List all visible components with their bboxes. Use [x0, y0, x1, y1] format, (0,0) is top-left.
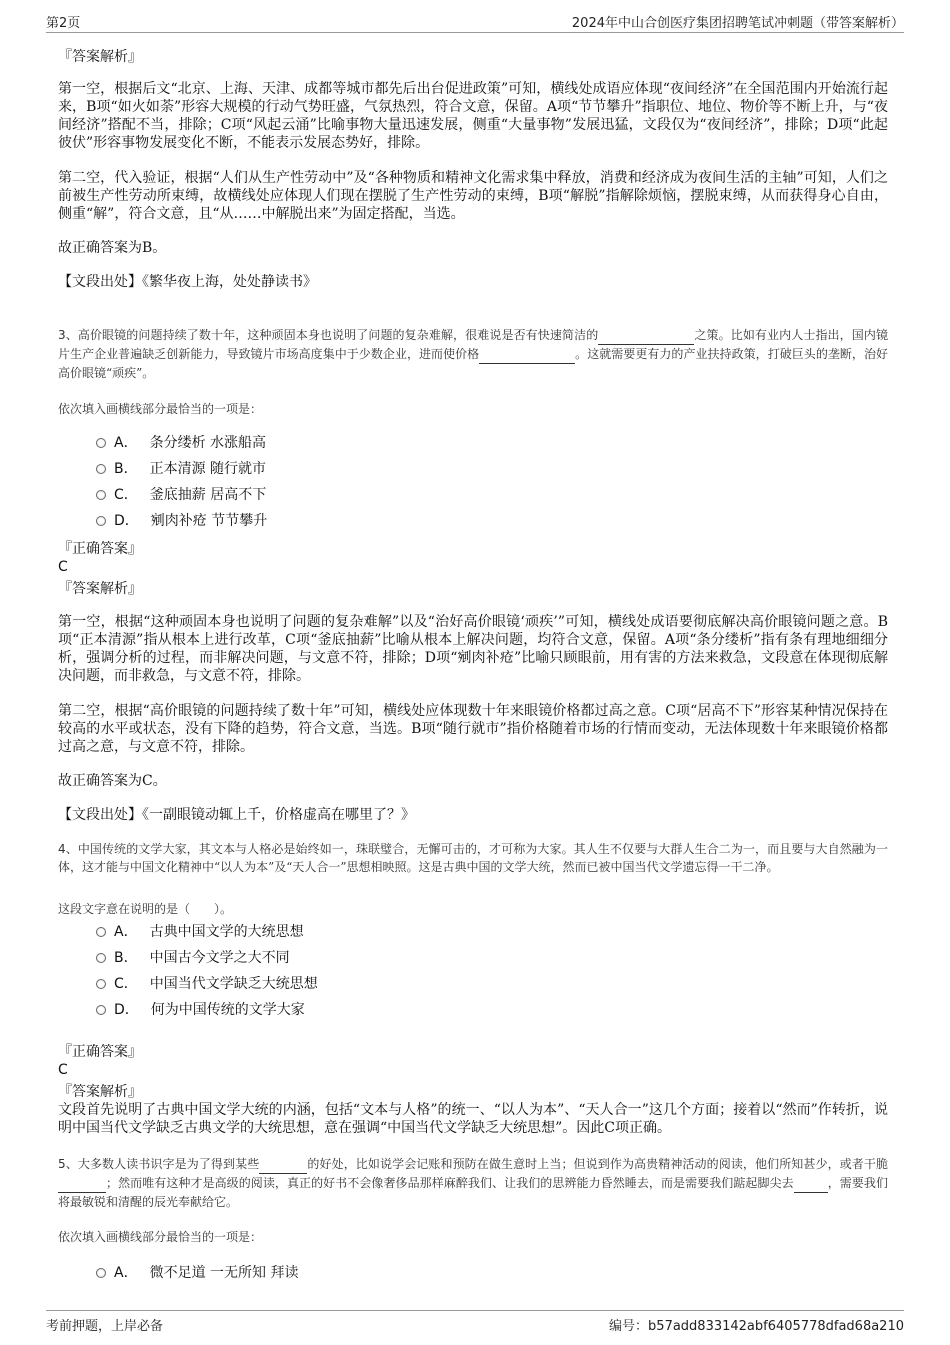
q3-analysis-p1: 第一空，根据“这种顽固本身也说明了问题的复杂难解”以及“治好高价眼镜‘顽疾’”可知，横线处成语要彻底解决高价眼镜问题之意。B项“正本清源”指从根本上进行改革，C项“釜底抽薪”比喻从根本上解决问题，均符合文意，保留。A项“条分缕析”指有条有理地细细分析，强调分析的过程，而非解决问题，与文意不符，排除；D项“剜肉补疮”比喻只顾眼前，用有害的方法来救急，文段意在体现彻底解决问题，而非救急，与文意不符，排除。 [58, 614, 888, 684]
radio-icon[interactable] [96, 464, 106, 474]
footer-slogan: 考前押题，上岸必备 [46, 1319, 164, 1334]
page-number: 第2页 [46, 16, 81, 31]
q5-blank-1 [259, 1155, 307, 1174]
q4-text: 中国传统的文学大家，其文本与人格必是始终如一，珠联璧合，无懈可击的，才可称为大家。其人生不仅要与大群人生合二为一，而且要与大自然融为一体，这才能与中国文化精神中“以人为本”及“天人合一”思想相映照。这是古典中国的文学大统，然而已被中国当代文学遗忘得一干二净。 [58, 842, 888, 874]
q3-number: 3、 [58, 328, 78, 342]
q4-option-a[interactable]: A． 古典中国文学的大统思想 [96, 922, 696, 948]
q3-stem [58, 326, 888, 382]
q4-correct-label: 『正确答案』 [58, 1044, 142, 1060]
q2-analysis-label: 『答案解析』 [58, 49, 142, 65]
q3-options [96, 433, 696, 537]
q4-option-c[interactable]: C． 中国当代文学缺乏大统思想 [96, 974, 696, 1000]
radio-icon[interactable] [96, 979, 106, 989]
q3-text-b: 之策。比如有业内人士指出，国内镜片生产企业普遍缺乏创新能力，导致镜片市场高度集中于少数企业，进而使价格 [58, 328, 888, 361]
q2-conclusion: 故正确答案为B。 [58, 240, 167, 256]
q3-blank-1 [598, 326, 694, 345]
q5-option-a[interactable]: A． 微不足道 一无所知 拜读 [96, 1263, 696, 1289]
q4-option-d[interactable]: D． 何为中国传统的文学大家 [96, 1000, 696, 1026]
q5-prompt: 依次填入画横线部分最恰当的一项是： [58, 1230, 263, 1244]
q3-analysis-label: 『答案解析』 [58, 581, 142, 597]
q2-source: 【文段出处】《繁华夜上海，处处静读书》 [58, 274, 317, 290]
document-title: 2024年中山合创医疗集团招聘笔试冲刺题（带答案解析） [571, 16, 904, 31]
q3-source: 【文段出处】《一副眼镜动辄上千，价格虚高在哪里了？》 [58, 807, 415, 823]
q3-text-a: 高价眼镜的问题持续了数十年，这种顽固本身也说明了问题的复杂难解，很难说是否有快速简洁的 [77, 328, 599, 342]
q2-analysis-p2: 第二空，代入验证，根据“人们从生产性劳动中”及“各种物质和精神文化需求集中释放，消费和经济成为夜间生活的主轴”可知，人们之前被生产性劳动所束缚，故横线处应体现人们现在摆脱了生产性劳动的束缚，B项“解脱”指解除烦恼，摆脱束缚，从而获得身心自由，侧重“解”，符合文意，且“从……中解脱出来”为固定搭配，当选。 [58, 170, 888, 222]
radio-icon[interactable] [96, 927, 106, 937]
page-header [46, 12, 904, 32]
radio-icon[interactable] [96, 1005, 106, 1015]
q3-text-c: 。这就需要更有力的产业扶持政策，打破巨头的垄断，治好高价眼镜“顽疾”。 [58, 347, 888, 380]
q3-option-b[interactable]: B． 正本清源 随行就市 [96, 459, 696, 485]
q3-prompt: 依次填入画横线部分最恰当的一项是： [58, 402, 263, 416]
q4-stem [58, 840, 888, 876]
q5-stem [58, 1155, 888, 1211]
page-footer [46, 1310, 904, 1334]
document-code [609, 1315, 904, 1334]
radio-icon[interactable] [96, 953, 106, 963]
q5-number: 5、 [58, 1157, 78, 1171]
q3-option-c[interactable]: C． 釜底抽薪 居高不下 [96, 485, 696, 511]
q5-options [96, 1263, 696, 1289]
q5-blank-3 [794, 1174, 828, 1193]
q3-analysis-p2: 第二空，根据“高价眼镜的问题持续了数十年”可知，横线处应体现数十年来眼镜价格都过高之意。C项“居高不下”形容某种情况保持在较高的水平或状态，没有下降的趋势，符合文意，当选。B项“随行就市”指价格随着市场的行情而变动，无法体现数十年来眼镜价格都过高之意，与文意不符，排除。 [58, 703, 888, 755]
q4-prompt: 这段文字意在说明的是（ ）。 [58, 902, 233, 916]
q3-blank-2 [479, 345, 575, 364]
radio-icon[interactable] [96, 490, 106, 500]
q3-correct-answer: C [58, 559, 68, 575]
q4-correct-answer: C [58, 1062, 68, 1078]
q3-option-d[interactable]: D． 剜肉补疮 节节攀升 [96, 511, 696, 537]
document-code-value: b57add833142abf6405778dfad68a210 [648, 1319, 904, 1334]
document-code-label: 编号： [609, 1319, 649, 1334]
radio-icon[interactable] [96, 1268, 106, 1278]
q4-number: 4、 [58, 842, 78, 856]
q4-analysis: 文段首先说明了古典中国文学大统的内涵，包括“文本与人格”的统一、“以人为本”、“天人合一”这几个方面；接着以“然而”作转折，说明中国当代文学缺乏古典文学的大统思想，意在强调“中国当代文学缺乏大统思想”。因此C项正确。 [58, 1102, 888, 1136]
q3-correct-label: 『正确答案』 [58, 541, 142, 557]
header-divider [46, 32, 904, 33]
q4-options [96, 922, 696, 1026]
radio-icon[interactable] [96, 516, 106, 526]
q5-text-d: ，需要我们将最敏锐和清醒的辰光奉献给它。 [58, 1176, 888, 1209]
q5-text-c: ；然而唯有这种才是高级的阅读，真正的好书不会像奢侈品那样麻醉我们、让我们的思辨能力昏然睡去，而是需要我们踮起脚尖去 [106, 1176, 794, 1190]
q5-blank-2 [58, 1174, 106, 1193]
q3-option-a[interactable]: A． 条分缕析 水涨船高 [96, 433, 696, 459]
q5-text-b: 的好处，比如说学会记账和预防在做生意时上当；但说到作为高贵精神活动的阅读，他们所知甚少，或者干脆 [307, 1157, 888, 1171]
radio-icon[interactable] [96, 438, 106, 448]
q4-analysis-label: 『答案解析』 [58, 1084, 142, 1100]
q4-option-b[interactable]: B． 中国古今文学之大不同 [96, 948, 696, 974]
q2-analysis-p1: 第一空，根据后文“北京、上海、天津、成都等城市都先后出台促进政策”可知，横线处成语应体现“夜间经济”在全国范围内开始流行起来，B项“如火如荼”形容大规模的行动气势旺盛，气氛热烈，符合文意，保留。A项“节节攀升”指职位、地位、物价等不断上升，与“夜间经济”搭配不当，排除；C项“风起云涌”比喻事物大量迅速发展，侧重“大量事物”发展迅猛，文段仅为“夜间经济”，排除；D项“此起彼伏”形容事物发展变化不断，不能表示发展态势好，排除。 [58, 81, 888, 151]
q3-conclusion: 故正确答案为C。 [58, 773, 167, 789]
q5-text-a: 大多数人读书识字是为了得到某些 [77, 1157, 260, 1171]
